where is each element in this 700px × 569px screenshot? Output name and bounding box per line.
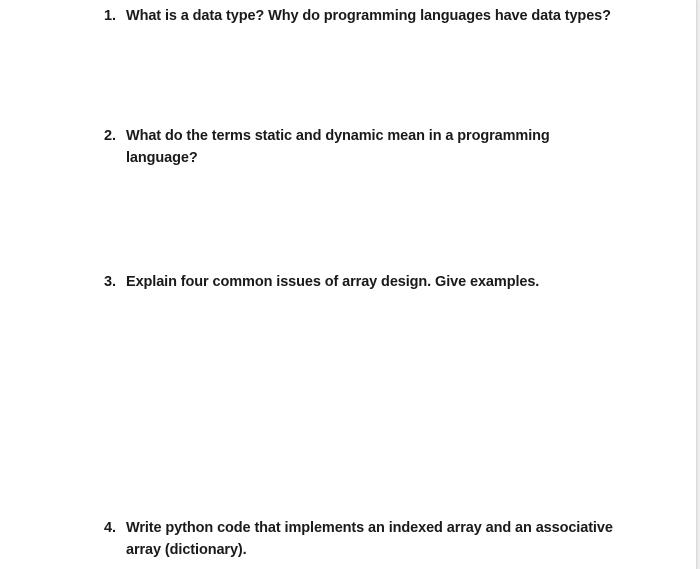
question-number: 3. — [104, 274, 116, 290]
question-number: 1. — [104, 8, 116, 24]
question-text: What is a data type? Why do programming languages have data types? — [126, 8, 611, 24]
question-4 — [104, 517, 614, 561]
question-3 — [104, 271, 624, 293]
question-text: What do the terms static and dynamic mean in a programming language? — [126, 128, 550, 166]
question-number: 2. — [104, 128, 116, 144]
question-2 — [104, 125, 554, 169]
question-text: Explain four common issues of array design. Give examples. — [126, 274, 540, 290]
question-text: Write python code that implements an indexed array and an associative array (dictionary). — [126, 520, 613, 558]
question-number: 4. — [104, 520, 116, 536]
question-1 — [104, 5, 624, 27]
